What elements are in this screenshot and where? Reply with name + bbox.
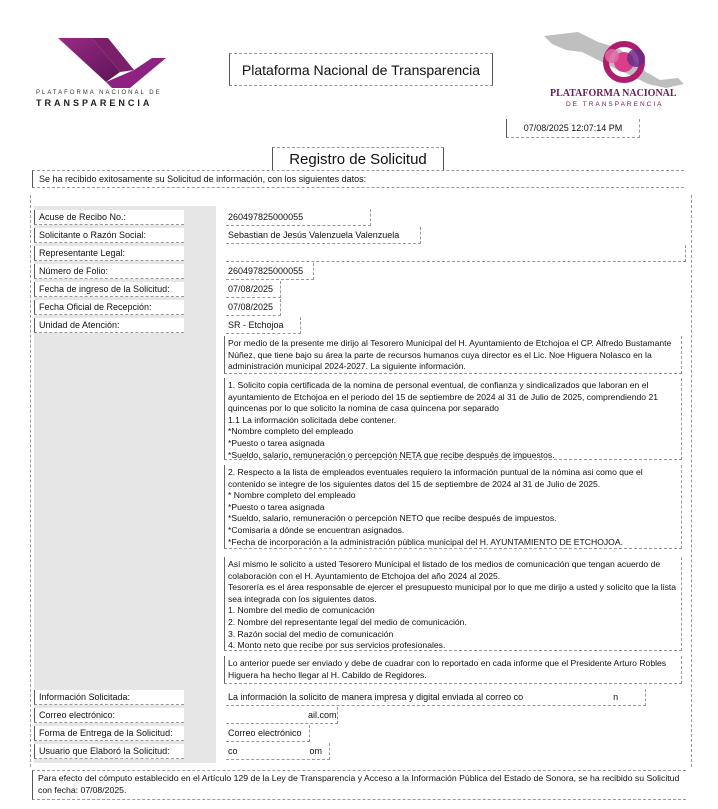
oficial-label: Fecha Oficial de Recepción: (34, 300, 184, 315)
request-paragraph-5 (224, 656, 682, 684)
mexico-map-icon (538, 22, 690, 92)
request-datetime: 07/08/2025 12:07:14 PM (506, 119, 640, 138)
acuse-value: 260497825000055 (226, 209, 371, 226)
unidad-label: Unidad de Atención: (34, 318, 184, 333)
paragraph-line: 3. Razón social del medio de comunicación (228, 628, 394, 639)
paragraph-line: *Comisaria a dónde se encuentran asignados. (228, 524, 405, 535)
usuario-label: Usuario que Elaboró la Solicitud: (34, 744, 184, 759)
acuse-label: Acuse de Recibo No.: (34, 210, 184, 225)
paragraph-line: * Nombre completo del empleado (228, 490, 356, 501)
logo-left-line2: TRANSPARENCIA (36, 98, 153, 108)
forma-label: Forma de Entrega de la Solicitud: (34, 726, 184, 741)
paragraph-line: *Sueldo, salario, remuneración o percepción NETO que recibe después de impuestos. (228, 513, 557, 524)
folio-value: 260497825000055 (226, 263, 314, 280)
request-paragraph-1 (224, 336, 682, 374)
oficial-value: 07/08/2025 (226, 299, 281, 316)
intro-text: Se ha recibido exitosamente su Solicitud de información, con los siguientes datos: (32, 170, 684, 188)
redacted-area (523, 692, 613, 702)
representante-value (226, 245, 686, 262)
paragraph-line: *Fecha de incorporación a la administración pública municipal del H. AYUNTAMIENTO DE ETCHOJOA. (228, 536, 623, 547)
paragraph-line: *Sueldo, salario, remuneración o percepción NETA que recibe después de impuestos. (228, 449, 555, 460)
pnt-logo-left (30, 30, 190, 115)
logo-right-line2: DE TRANSPARENCIA (566, 101, 664, 108)
logo-right-line1: PLATAFORMA NACIONAL (550, 88, 677, 99)
paragraph-line: Lo anterior puede ser enviado y debe de cuadrar con lo reportado en cada informe que el Presidente Arturo Robles Higuera ha hecho llegar al H. Cabildo de Regidores. (228, 658, 667, 680)
forma-value: Correo electrónico (226, 725, 310, 742)
paragraph-line: 2. Nombre del representante legal del medio de comunicación. (228, 616, 467, 627)
info-value-tail: n (613, 692, 619, 702)
paragraph-line: 2. Respecto a la lista de empleados eventuales requiero la información puntual de la nómina asi como que el contenido se integre de los siguientes datos del 15 de septiembre de 2024 al 31 de Julio de 2025. (228, 467, 643, 489)
redacted-area (228, 710, 308, 720)
usuario-value-tail: om (309, 746, 323, 756)
representante-label: Representante Legal: (34, 246, 184, 261)
solicitante-label: Solicitante o Razón Social: (34, 228, 184, 243)
paragraph-line: 1.1 La información solicitada debe contener. (228, 414, 397, 425)
paragraph-line: Así mismo le solicito a usted Tesorero Municipal el listado de los medios de comunicación que tengan acuerdo de colaboración con el H. Ayuntamiento de Etchojoa del año 2024 al 2025. (228, 559, 661, 581)
info-label: Información Solicitada: (34, 690, 184, 705)
paragraph-line: 1. Nombre del medio de comunicación (228, 605, 375, 616)
paragraph-line: Tesorería es el área responsable de ejercer el presupuesto municipal por lo que me dirijo a usted y solicito que la lista sea integrada con los siguientes datos. (228, 582, 677, 604)
paragraph-line: Por medio de la presente me dirijo al Tesorero Municipal del H. Ayuntamiento de Etchojoa el CP. Alfredo Bustamante Núñez, que tiene bajo su área la parte de recursos humanos cuya director es el Lic. Noe Higuera Nolasco en la administración municipal 2024-2027. La siguiente información. (228, 338, 672, 372)
info-value-text: La información la solicito de manera impresa y digital enviada al correo co (228, 692, 524, 702)
legal-footer: Para efecto del cómputo establecido en el Artículo 129 de la Ley de Transparencia y Acceso a la Información Pública del Estado de Sonora, se ha recibido su Solicitud con fecha: 07/08/2025. (32, 770, 686, 800)
platform-title: Plataforma Nacional de Transparencia (229, 53, 493, 86)
page-heading: Registro de Solicitud (272, 147, 444, 170)
paragraph-line: 4. Monto neto que recibe por sus servicios profesionales. (228, 640, 446, 651)
ingreso-label: Fecha de ingreso de la Solicitud: (34, 282, 184, 297)
request-paragraph-3 (224, 465, 682, 549)
redacted-area (238, 746, 310, 756)
paragraph-line: *Puesto o tarea asignada (228, 437, 325, 448)
pnt-logo-right (538, 22, 690, 122)
correo-value-text: ail.com (308, 710, 337, 720)
info-value (226, 689, 646, 706)
correo-value (226, 707, 338, 724)
request-paragraph-2 (224, 378, 682, 460)
folio-label: Número de Folio: (34, 264, 184, 279)
paragraph-line: 1. Solicito copia certificada de la nomina de personal eventual, de confianza y sindicalizados que laboran en el ayuntamiento de Etchojoa en el periodo del 15 de septiembre de 2024 al 31 de Julio de 2025, comprendiendo 21 quincenas por lo que solicito la nomina de casa quincena por separado (228, 380, 658, 414)
solicitante-value: Sebastian de Jesús Valenzuela Valenzuela (226, 227, 421, 244)
ingreso-value: 07/08/2025 (226, 281, 281, 298)
unidad-value: SR - Etchojoa (226, 317, 301, 334)
usuario-value (226, 743, 330, 760)
logo-left-line1: PLATAFORMA NACIONAL DE (36, 90, 162, 96)
paragraph-line: *Puesto o tarea asignada (228, 501, 325, 512)
paragraph-line: *Nombre completo del empleado (228, 426, 354, 437)
usuario-value-text: co (228, 746, 238, 756)
correo-label: Correo electrónico: (34, 708, 184, 723)
request-paragraph-4 (224, 557, 682, 651)
